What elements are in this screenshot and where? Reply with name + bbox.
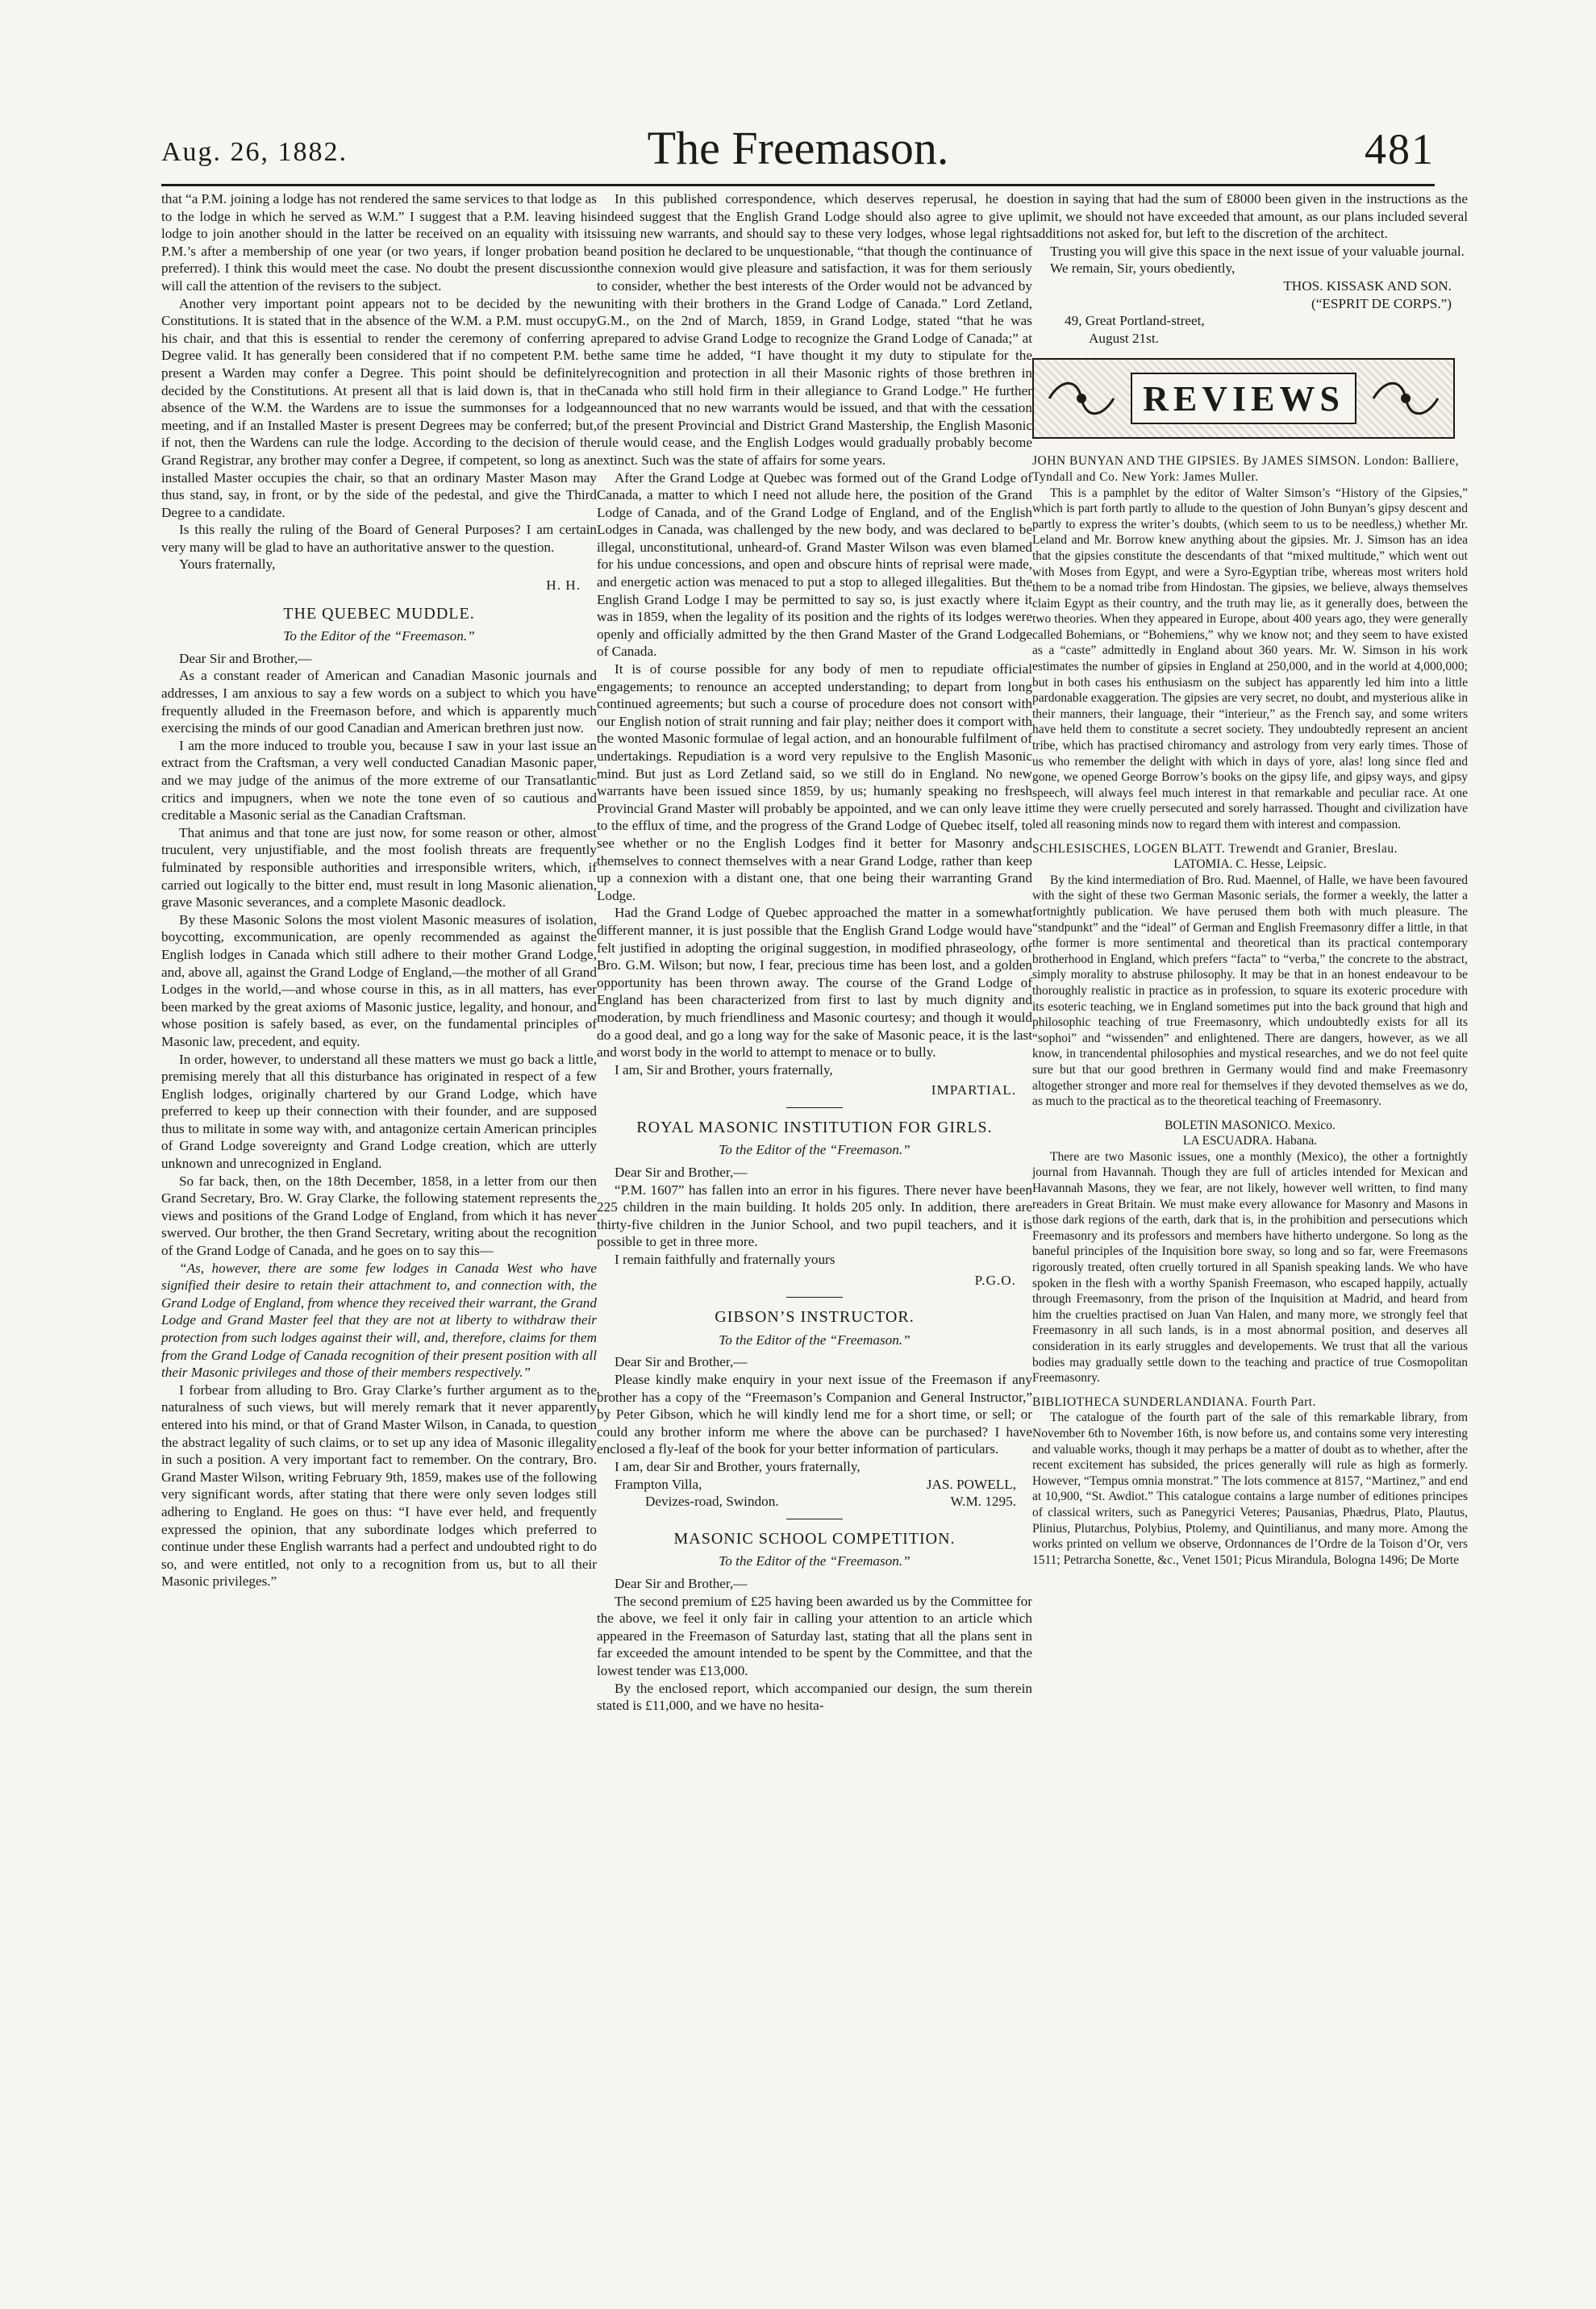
paragraph: By these Masonic Solons the most violent Masonic measures of isolation, boycotting, excommunication, are openly recommended as against the English lodges in Canada which still adhere to their mother Grand Lodge, and, above all, against the Grand Lodge of England,—the mother of all Grand Lodges in the world,—and whose course in this, as in all matters, has ever been marked by the great axioms of Masonic justice, legality, and honour, and whose position is safely based, as ever, on the fundamental principles of Masonic law, precedent, and equity. — [161, 911, 597, 1049]
signature-motto: (“ESPRIT DE CORPS.”) — [1311, 295, 1452, 311]
reviews-banner — [1032, 358, 1455, 439]
paragraph: that “a P.M. joining a lodge has not rendered the same services to that lodge as to the lodge in which he served as W.M.” I suggest that a P.M. leaving his lodge to join another should in the latter be received on an equality with its P.M.’s after a membership of one year (or two years, if longer probation be preferred). I think this would meet the case. No doubt the present discussion will call the attention of the revisers to the subject. — [161, 191, 597, 294]
column-1 — [161, 190, 597, 1590]
reviews-section — [1032, 453, 1468, 1568]
section-divider — [786, 1107, 843, 1108]
review-body: The catalogue of the fourth part of the sale of this remarkable library, from November 6th to November 16th, is now before us, and contains some very interesting and valuable works, though it may perhaps be a matter of doubt as to whether, after the recent excitement has subsided, the prices generally will rule as high as formerly. However, “Tempus omnia monstrat.” The lots commence at 8157, “Martinez,” and end at 10,900, “St. Awdiot.” This catalogue contains a large number of editiones principes of classical writers, such as Panegyrici Veteres; Pausanias, Phædrus, Plato, Plautus, Plinius, Plutarchus, Polybius, Ptolemy, and Quintilianus, and many more. Among the works printed on vellum we observe, Ordonnances de l’Ordre de la Toison d’Or, vers 1511; Petrarcha Sonette, &c., Venet 1501; Picus Mirandula, Bologna 1496; De Morte — [1032, 1411, 1468, 1567]
paragraph: Please kindly make enquiry in your next issue of the Freemason if any brother has a copy of the “Freemason’s Companion and General Instructor,” by Peter Gibson, which he will kindly lend me for a short time, or sell; or could any brother inform me where the above can be purchased? I have enclosed a fly-leaf of the book for your better information of particulars. — [597, 1372, 1032, 1457]
paragraph: In order, however, to understand all these matters we must go back a little, premising merely that all this disturbance has originated in respect of a few English lodges, originally chartered by our Grand Lodge, which have preferred to keep up their connection with their founder, and are supposed thus to militate in some way with, and antagonize certain American principles of Grand Lodge sovereignty and Grand Lodge creation, which are utterly unknown and unrecognized in England. — [161, 1051, 597, 1172]
paragraph: I am the more induced to trouble you, because I saw in your last issue an extract from the Craftsman, a very well conducted Canadian Masonic paper, and we may judge of the animus of the more extreme of our Transatlantic critics and impugners, when we note the tone even of so cautious and creditable a Masonic serial as the Canadian Craftsman. — [161, 737, 597, 823]
review-heading: BOLETIN MASONICO. Mexico. — [1165, 1118, 1336, 1132]
ornament-icon — [1037, 360, 1126, 437]
lodge-number: W.M. 1295. — [950, 1494, 1016, 1510]
masthead — [161, 121, 1435, 177]
page-number: 481 — [1365, 125, 1435, 173]
paragraph: It is of course possible for any body of men to repudiate official engagements; to renounce an accepted understanding; to depart from long continued agreements; but such a course of procedure does not consort with our English notion of strait running and fair play; neither does it comport with the wonted Masonic formulae of legal action, and an honourable fulfilment of undertakings. Repudiation is a word very repulsive to the English Masonic mind. But just as Lord Zetland said, so we still do in England. No new warrants have been issued since 1859, by us; humanly speaking no fresh Provincial Grand Master will probably be appointed, and we can only leave it to the efflux of time, and the progress of the Grand Lodge of Quebec itself, to see whether or no the English Lodges find it better for Masonry and themselves to connect themselves with a near Grand Lodge, rather than keep up a connexion with a distant one, that one being their warranting Grand Lodge. — [597, 661, 1032, 903]
newspaper-title: The Freemason. — [647, 122, 949, 174]
paragraph: I forbear from alluding to Bro. Gray Clarke’s further argument as to the naturalness of such views, but will merely remark that it never apparently entered into his mind, or that of Grand Master Wilson, in Canada, to question the abstract legality of such claims, or to set up any idea of Masonic illegality in such a position. A very important fact to remember. On the contrary, Bro. Grand Master Wilson, writing February 9th, 1859, makes use of the following very significant words, after stating that there were only seven lodges still adhering to England. He goes on thus: “I have ever held, and frequently expressed the opinion, that any subordinate lodges which preferred to continue under these English warrants had a perfect and undoubted right to do so, and were entitled, not only to a recognition from us, but to all their Masonic privileges.” — [161, 1382, 597, 1590]
paragraph: So far back, then, on the 18th December, 1858, in a letter from our then Grand Secretary, Bro. W. Gray Clarke, the following statement represents the views and positions of the Grand Lodge of England, from which it has never swerved. Our brother, the then Grand Secretary, writing about the recognition of the Grand Lodge of Canada, and he goes on to say this— — [161, 1173, 597, 1259]
column-3 — [1032, 190, 1468, 1568]
article-heading: ROYAL MASONIC INSTITUTION FOR GIRLS. — [636, 1118, 993, 1136]
review-body: By the kind intermediation of Bro. Rud. Maennel, of Halle, we have been favoured with the sight of these two German Masonic serials, the former a weekly, the latter a fortnightly publication. We have perused them both with much pleasure. The “standpunkt” and the “ideal” of German and English Freemasonry differ a little, in that the former is more sentimental and theoretical than its practical contemporary brotherhood in England, which prefers “facta” to “verba,” the concrete to the abstract, simply morality to abstruse philosophy. It may be that in an honest endeavour to be thoroughly realistic in practice as in profession, to square its exoteric procedure with its esoteric teaching, we in England sometimes put into the back ground that high and philosophic teaching of true Freemasonry, which undoubtedly exists for all its “sophoi” and “wissenden” and enlightened. There are dangers, however, as we all know, in trancendental philosophies and mystical researches, and we do not feel quite sure but that our good brethren in Germany would find and make Freemasonry altogether stronger and more real for themselves if they devoted themselves as we do, as much to the practical as to the theoretical teaching of Freemasonry. — [1032, 873, 1468, 1109]
review-body: This is a pamphlet by the editor of Walter Simson’s “History of the Gipsies,” which is part forth partly to allude to the question of John Bunyan’s gipsy descent and partly to express the writer’s doubts, (which seem to us to be needless,) whether Mr. Leland and Mr. Borrow knew anything about the gipsies. Mr. J. Simson has an idea that the gipsies constitute the descendants of that “mixed multitude,” which went out with Moses from Egypt, and were a Syro-Egyptian tribe, whereas most writers hold them to be a nomad tribe from Hindostan. The gipsies, we believe, always themselves claim Egypt as their country, and the truth may lie, as it generally does, between the two theories. When they appeared in Europe, about 400 years ago, they were generally called Bohemians, or “Bohemiens,” why we know not; and they seem to have existed as a “caste” admittedly in England about 360 years. Mr. W. Simson in his work estimates the number of gipsies in England at 250,000, and in the world at 4,000,000; but in both cases his enthusiasm on the subject has apparently led him into a little pardonable exaggeration. The gipsies are very secret, no doubt, and mysterious alike in their manners, their language, their “interieur,” as the French say, and some writers have held them to constitute a secret society. They undoubtedly represent an ancient tribe, which has practised chiromancy and astrology from very early times. Those of us who remember the delight with which in days of yore, alas! long since fled and gone, we opened George Borrow’s books on the gipsy life, and gipsy ways, and gipsy speech, will always feel much interest in that remarkable and peculiar race. At one time they were cruelly persecuted and sorely harrassed. Thought and civilization have led all reasoning minds now to regard them with interest and compassion. — [1032, 486, 1468, 831]
date-line: August 21st. — [1089, 330, 1159, 346]
paragraph: We remain, Sir, yours obediently, — [1050, 260, 1236, 277]
signature: IMPARTIAL. — [931, 1082, 1016, 1098]
to-editor-line: To the Editor of the “Freemason.” — [283, 628, 475, 644]
signature: JAS. POWELL, — [926, 1476, 1016, 1492]
review-body: There are two Masonic issues, one a monthly (Mexico), the other a fortnightly journal from Havannah. Though they are full of articles intended for Mexican and Havannah Masons, they we fear, are not likely, however well written, to find many readers in Great Britain. We must make every allowance for Masonry and Masons in those dark regions of the earth, dark that is, in the prohibition and persecutions which Freemasonry and its professors and members have hitherto undergone. So long as the baneful principles of the Inquisition bore sway, so long and so far, were Freemasons rigorously treated, often cruelly tortured in all Spanish speaking lands. We who have spoken in the flesh with a worthy Spanish Freemason, who escaped happily, actually through Freemasonry, from the prison of the Inquisition at Madrid, and heard from him the cruelties practised on Juan Van Halen, and many more, we strongly feel that Freemasonry in all such lands, is in a most abnormal position, and deserves all consideration in its early struggles and developements. We trust that all the various bodies may gradually settle down to the teaching and practice of true Cosmopolitan Freemasonry. — [1032, 1149, 1468, 1386]
address-line: 49, Great Portland-street, — [1065, 313, 1205, 329]
paragraph: Another very important point appears not to be decided by the new Constitutions. It is stated that in the absence of the W.M. a P.M. must occupy his chair, and that this is essential to render the ceremony of conferring a Degree valid. It has generally been considered that if no competent P.M. be present a Warden may confer a Degree. This point should be definitely decided by the Constitutions. At present all that is laid down is, that in the absence of the W.M. the Wardens are to issue the summonses for a lodge meeting, and if an Installed Master is present Degrees may be conferred; but, if not, then the Wardens can rule the lodge. According to the decision of the Grand Registrar, any brother may confer a Degree, if competent, so long as an installed Master occupies the chair, so that an ordinary Master Mason may thus stand, say, in front, or by the side of the pedestal, and give the Third Degree to a candidate. — [161, 295, 597, 520]
ornament-icon — [1361, 360, 1450, 437]
paragraph: Is this really the ruling of the Board of General Purposes? I am certain very many will be glad to have an authoritative answer to the question. — [161, 522, 597, 555]
paragraph: That animus and that tone are just now, for some reason or other, almost truculent, very unjustifiable, and the most foolish threats are frequently fulminated by responsible authorities and irresponsible writers, which, if carried out logically to the bitter end, must result in long Masonic alienation, grave Masonic severances, and a complete Masonic deadlock. — [161, 824, 597, 911]
signature-block — [597, 1493, 1032, 1511]
to-editor-line: To the Editor of the “Freemason.” — [719, 1332, 911, 1348]
masthead-rule — [161, 184, 1435, 186]
sign-off: I am, dear Sir and Brother, yours fraternally, — [615, 1458, 861, 1474]
paragraph: After the Grand Lodge at Quebec was formed out of the Grand Lodge of Canada, a matter to which I need not allude here, the position of the Grand Lodge of Canada, and of the Grand Lodge of England, and of the English Lodges in Canada, was challenged by the new body, and was declared to be illegal, unconstitutional, unheard-of. Grand Master Wilson was even blamed for his undue concessions, and open and obscure hints of reprisal were made, and energetic action was menaced to put a stop to alleged illegalities. But the English Grand Lodge I may be permitted to say so, is just exactly where it was in 1859, when the legality of its position and the rights of its lodges were openly and officially admitted by the then Grand Master of the Grand Lodge of Canada. — [597, 469, 1032, 660]
signature: THOS. KISSASK AND SON. — [1283, 277, 1452, 294]
salutation: Dear Sir and Brother,— — [179, 650, 312, 666]
salutation: Dear Sir and Brother,— — [615, 1575, 748, 1591]
column-2 — [597, 190, 1032, 1715]
section-divider — [786, 1297, 843, 1298]
salutation: Dear Sir and Brother,— — [615, 1354, 748, 1370]
article-heading: MASONIC SCHOOL COMPETITION. — [673, 1529, 956, 1548]
paragraph: In this published correspondence, which deserves reperusal, he does indeed suggest that the English Grand Lodge should also agree to give up issuing new warrants, and should say to these very lodges, whose legal rights and position he declared to be unquestionable, “that though the continuance of the connexion would give pleasure and satisfaction, it was for them seriously to consider, whether the best interests of the Order would not be advanced by uniting with their brothers in the Grand Lodge of Canada.” Lord Zetland, G.M., on the 2nd of March, 1859, in Grand Lodge, stated “that he was prepared to advise Grand Lodge to recognize the Grand Lodge of Canada;” at the same time he added, “I have thought it my duty to stipulate for the recognition and protection in all their Masonic rights of those brethren in Canada who still hold firm in their allegiance to Grand Lodge.” He further announced that no new warrants would be issued, and that with the cessation of the present Provincial and District Grand Mastership, the English Masonic rule would cease, and the English Lodges would gradually probably become extinct. Such was the state of affairs for some years. — [597, 191, 1032, 468]
paragraph: “P.M. 1607” has fallen into an error in his figures. There never have been 225 children in the main building. It holds 205 only. In addition, there are thirty-five children in the Junior School, and two pupil teachers, and it is possible to get in three more. — [597, 1182, 1032, 1250]
paragraph: As a constant reader of American and Canadian Masonic journals and addresses, I am anxious to say a few words on a subject to which you have frequently alluded in the Freemason before, and which is apparently much exercising the minds of our good Canadian and American brethren just now. — [161, 668, 597, 736]
review-heading: LA ESCUADRA. Habana. — [1182, 1134, 1318, 1148]
signature-block — [597, 1476, 1032, 1494]
to-editor-line: To the Editor of the “Freemason.” — [719, 1553, 911, 1569]
article-heading: GIBSON’S INSTRUCTOR. — [715, 1308, 915, 1327]
reviews-title: REVIEWS — [1131, 373, 1356, 424]
paragraph: Had the Grand Lodge of Quebec approached the matter in a somewhat different manner, it is just possible that the English Grand Lodge would have felt justified in adopting the original suggestion, in modified phraseology, of Bro. G.M. Wilson; but now, I fear, precious time has been lost, and a golden opportunity has been thrown away. The course of the Grand Lodge of England has been characterized from first to last by much dignity and moderation, by much friendliness and Masonic courtesy; and though it would do a good deal, and go a long way for the sake of Masonic peace, it is the last and worst body in the world to attempt to menace or to bully. — [597, 905, 1032, 1061]
issue-date: Aug. 26, 1882. — [161, 137, 348, 167]
review-heading: JOHN BUNYAN AND THE GIPSIES. By JAMES SIMSON. London: Balliere, Tyndall and Co. New York: James Muller. — [1032, 454, 1459, 484]
address-line: Frampton Villa, — [615, 1476, 702, 1492]
paragraph: tion in saying that had the sum of £8000 been given in the instructions as the limit, we should not have exceeded that amount, as our plans included several additions not asked for, but left to the discretion of the architect. — [1032, 191, 1468, 242]
paragraph: By the enclosed report, which accompanied our design, the sum therein stated is £11,000, and we have no hesita- — [597, 1680, 1032, 1714]
paragraph: The second premium of £25 having been awarded us by the Committee for the above, we feel it only fair in calling your attention to an article which appeared in the Freemason of Saturday last, stating that all the plans sent in far exceeded the amount intended to be spent by the Committee, and that the lowest tender was £13,000. — [597, 1593, 1032, 1678]
paragraph: Trusting you will give this space in the next issue of your valuable journal. — [1050, 243, 1465, 259]
article-heading: THE QUEBEC MUDDLE. — [283, 604, 475, 623]
review-heading: LATOMIA. C. Hesse, Leipsic. — [1173, 857, 1327, 872]
review-heading: SCHLESISCHES, LOGEN BLATT. Trewendt and Granier, Breslau. — [1032, 841, 1398, 856]
signature: H. H. — [546, 577, 581, 594]
quotation: “As, however, there are some few lodges in Canada West who have signified their desire to retain their attachment to, and connection with, the Grand Lodge of England, from whence they received their warrant, the Grand Lodge and Grand Master feel that they are not at liberty to withdraw their protection from such lodges against their will, and, therefore, claims for them from the Grand Lodge of Canada recognition of their present position with all their Masonic privileges and those of their members respectively.” — [161, 1260, 597, 1381]
sign-off: Yours fraternally, — [179, 556, 276, 573]
address-line: Devizes-road, Swindon. — [645, 1494, 779, 1510]
signature: P.G.O. — [974, 1272, 1016, 1288]
sign-off: I am, Sir and Brother, yours fraternally, — [615, 1061, 833, 1077]
salutation: Dear Sir and Brother,— — [615, 1165, 748, 1181]
sign-off: I remain faithfully and fraternally yours — [615, 1252, 836, 1268]
review-heading: BIBLIOTHECA SUNDERLANDIANA. Fourth Part. — [1032, 1394, 1316, 1409]
to-editor-line: To the Editor of the “Freemason.” — [719, 1142, 911, 1158]
